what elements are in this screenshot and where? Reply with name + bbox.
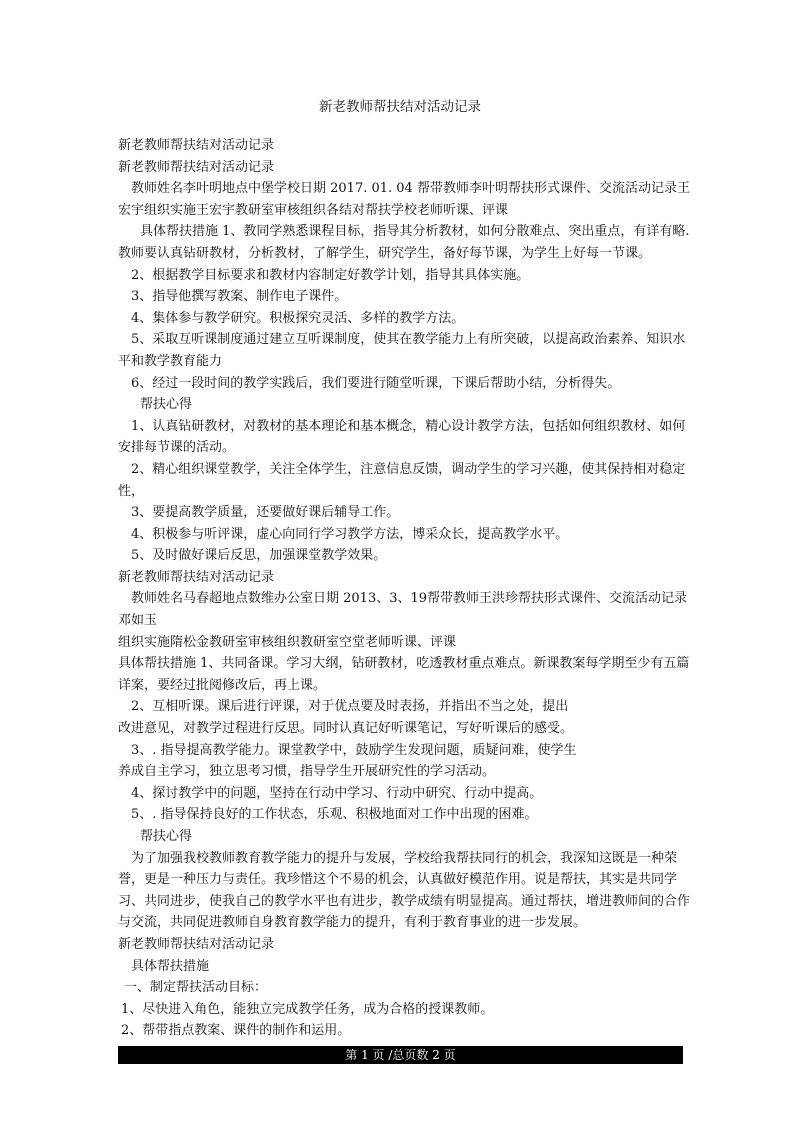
record-info-line: 组织实施隋松金教研室审核组织教研室空堂老师听课、评课 [118,634,457,650]
subsection-heading: 帮扶心得 [140,397,193,413]
list-item: 3、. 指导提高教学能力。课堂教学中，鼓励学生发现问题，质疑问难，使学生 [131,742,577,758]
list-item: 4、探讨教学中的问题，坚持在行动中学习、行动中研究、行动中提高。 [131,785,543,801]
reflection-paragraph: 为了加强我校教师教育教学能力的提升与发展，学校给我帮扶同行的机会，我深知这既是一种荣誉，更是一种压力与责任。我珍惜这个不易的机会，认真做好模范作用。说是帮扶，其实是共同学习、共同进步，使我自己的教学水平也有进步，教学成绩有明显提高。通过帮扶，增进教师间的合作与交流，共同促进教师自身教育教学能力的提升，有利于教育事业的进一步发展。 [118,850,691,931]
section-heading: 新老教师帮扶结对活动记录 [118,569,275,585]
page-footer: 第 1 页 /总页数 2 页 [118,1046,683,1064]
list-item-continuation: 改进意见，对教学过程进行反思。同时认真记好听课笔记，写好听课后的感受。 [118,721,574,737]
list-item: 2、根据教学目标要求和教材内容制定好教学计划，指导其具体实施。 [131,267,530,283]
record-info-paragraph: 教师姓名李叶明地点中堡学校日期 2017. 01. 04 帮带教师李叶明帮扶形式课件、交流活动记录王宏宇组织实施王宏宇教研室审核组织各结对帮扶学校老师听课、评课 [118,181,690,218]
list-item-continuation: 养成自主学习，独立思考习惯，指导学生开展研究性的学习活动。 [118,764,496,780]
list-item: 3、指导他撰写教案、制作电子课件。 [131,289,348,305]
section-heading: 新老教师帮扶结对活动记录 [118,159,275,175]
list-item: 5、采取互听课制度通过建立互听课制度，使其在教学能力上有所突破，以提高政治素养、知识水平和教学教育能力 [118,332,686,369]
list-item: 4、集体参与教学研究。积极探究灵活、多样的教学方法。 [131,310,465,326]
list-item: 2、精心组织课堂教学，关注全体学生，注意信息反馈，调动学生的学习兴趣，使其保持相对稳定性， [118,461,686,499]
list-item: 3、要提高教学质量，还要做好课后辅导工作。 [131,505,400,521]
document-title: 新老教师帮扶结对活动记录 [319,99,481,115]
list-item: 一、制定帮扶活动目标： [124,980,268,996]
measures-paragraph: 具体帮扶措施 1、共同备课。学习大纲，钻研教材，吃透教材重点难点。新课教案每学期至少有五篇详案，要经过批阅修改后，再上课。 [118,656,690,693]
list-item: 5、. 指导保持良好的工作状态，乐观、积极地面对工作中出现的困难。 [131,807,538,823]
subsection-heading: 帮扶心得 [140,829,193,844]
section-heading: 新老教师帮扶结对活动记录 [118,138,275,153]
list-item: 4、积极参与听评课，虚心向同行学习教学方法，博采众长，提高教学水平。 [131,526,569,542]
document-body [118,135,690,1042]
list-item: 6、经过一段时间的教学实践后，我们要进行随堂听课，下课后帮助小结，分析得失。 [131,375,621,391]
subsection-heading: 具体帮扶措施 [131,958,210,974]
record-info-paragraph: 教师姓名马春超地点数维办公室日期 2013、3、19帮带教师王洪珍帮扶形式课件、交流活动记录邓如玉 [118,591,688,629]
list-item: 2、互相听课。课后进行评课，对于优点要及时表扬，并指出不当之处，提出 [131,699,569,715]
measures-paragraph: 具体帮扶措施 1、教同学熟悉课程目标，指导其分析教材，如何分散难点、突出重点，有详有略.教师要认真钻研教材，分析教材，了解学生，研究学生，备好每节课，为学生上好每一节课。 [118,224,690,261]
list-item: 5、及时做好课后反思，加强课堂教学效果。 [131,548,387,564]
list-item: 1、认真钻研教材，对教材的基本理论和基本概念，精心设计教学方法，包括如何组织教材、如何安排每节课的活动。 [118,418,686,456]
section-heading: 新老教师帮扶结对活动记录 [118,936,275,952]
list-item: 1、尽快进入角色，能独立完成教学任务，成为合格的授课教师。 [121,1001,494,1017]
list-item: 2、帮带指点教案、课件的制作和运用。 [121,1023,351,1039]
